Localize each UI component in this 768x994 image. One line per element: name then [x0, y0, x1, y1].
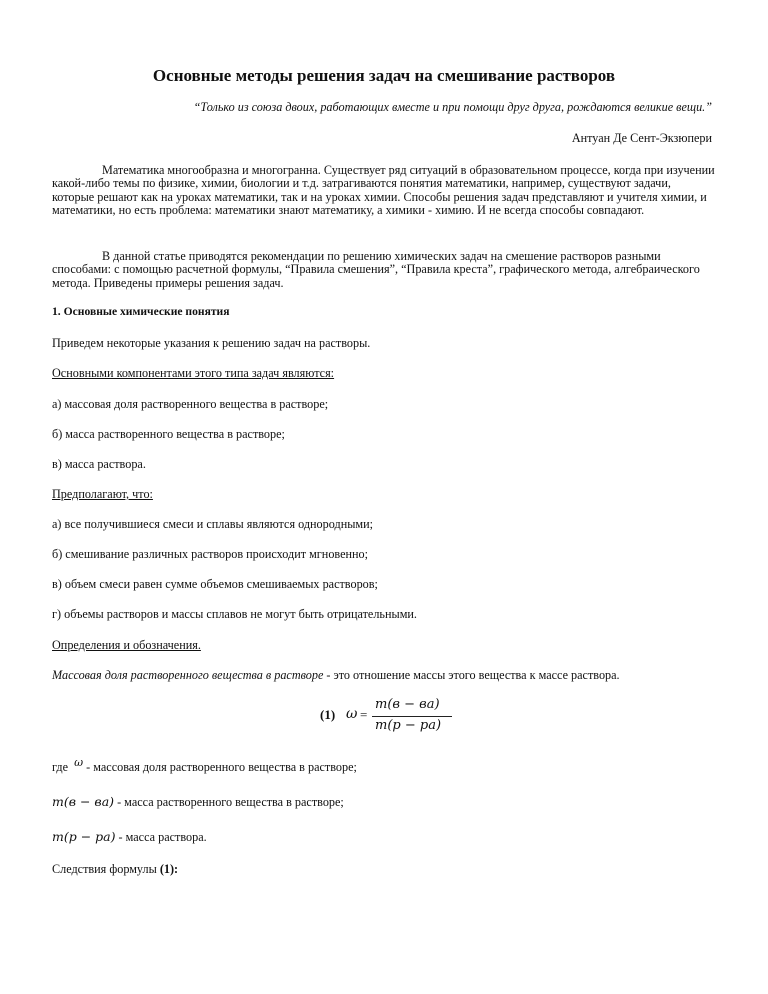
where-line-mass-solute [52, 794, 344, 810]
formula-numerator: m(в − ва) [375, 697, 440, 712]
definition-term: Массовая доля растворенного вещества в растворе [52, 668, 324, 682]
where-mass-solute-expr: m(в − ва) [52, 794, 115, 809]
assumption-item-c: в) объем смеси равен сумме объемов смешиваемых растворов; [52, 577, 378, 591]
formula-denominator: m(p − pa) [375, 718, 442, 733]
where-mass-solution-text: - масса раствора. [115, 830, 207, 844]
second-paragraph-text: В данной статье приводятся рекомендации по решению химических задач на смешение растворов разными способами: с помощью расчетной формулы, “Правила смешения”, “Правила креста”, графического метода, алгебраического метода. Приведены примеры решения задач. [52, 249, 700, 290]
definitions-heading: Определения и обозначения. [52, 638, 201, 652]
component-item-c: в) масса раствора. [52, 457, 146, 471]
where-line-omega [52, 756, 357, 775]
where-mass-solute-text: - масса растворенного вещества в растворе; [114, 795, 344, 809]
where-mass-solution-expr: m(p − pa) [52, 829, 116, 844]
formula-equals: = [360, 707, 368, 722]
definition-line [52, 668, 620, 683]
epigraph-author: Антуан Де Сент-Экзюпери [571, 131, 712, 145]
epigraph-quote: “Только из союза двоих, работающих вместе и при помощи друг друга, рождаются великие вещи.” [193, 100, 712, 114]
second-paragraph [52, 250, 716, 290]
component-item-a: а) массовая доля растворенного вещества в растворе; [52, 397, 329, 411]
document-title: Основные методы решения задач на смешивание растворов [152, 66, 616, 85]
component-item-b: б) масса растворенного вещества в растворе; [52, 427, 285, 441]
where-prefix: где [52, 760, 69, 774]
assumption-item-b: б) смешивание различных растворов происходит мгновенно; [52, 547, 369, 561]
intro-paragraph [52, 164, 716, 218]
guidance-line: Приведем некоторые указания к решению задач на растворы. [52, 336, 371, 350]
formula-number: (1) [320, 707, 336, 722]
assumption-item-d: г) объемы растворов и массы сплавов не могут быть отрицательными. [52, 607, 417, 621]
where-line-mass-solution [52, 829, 207, 845]
components-heading: Основными компонентами этого типа задач являются: [52, 366, 335, 380]
where-omega-text: - массовая доля растворенного вещества в растворе; [83, 760, 357, 774]
definition-text: - это отношение массы этого вещества к массе раствора. [323, 668, 620, 682]
section-heading: 1. Основные химические понятия [52, 305, 230, 318]
where-omega-symbol: ω [74, 756, 84, 769]
consequences-text: Следствия формулы [52, 862, 160, 876]
consequences-line [52, 862, 178, 877]
consequences-ref: (1): [159, 862, 179, 876]
intro-paragraph-text: Математика многообразна и многогранна. Существует ряд ситуаций в образовательном процессе, когда при изучении какой-либо темы по физике, химии, биологии и т.д. затрагиваются понятия математики, например, существуют задачи, которые решают как на уроках математики, так и на уроках химии. Способы решения задач представляют и учителя химии, и математики, но есть проблема: математики знают математику, а химики - химию. И не всегда способы совпадают. [52, 163, 715, 218]
formula-fraction-bar [372, 716, 452, 717]
assumptions-heading: Предполагают, что: [52, 487, 153, 501]
assumption-item-a: а) все получившиеся смеси и сплавы являются однородными; [52, 517, 374, 531]
formula-omega-symbol: ω [346, 706, 358, 722]
